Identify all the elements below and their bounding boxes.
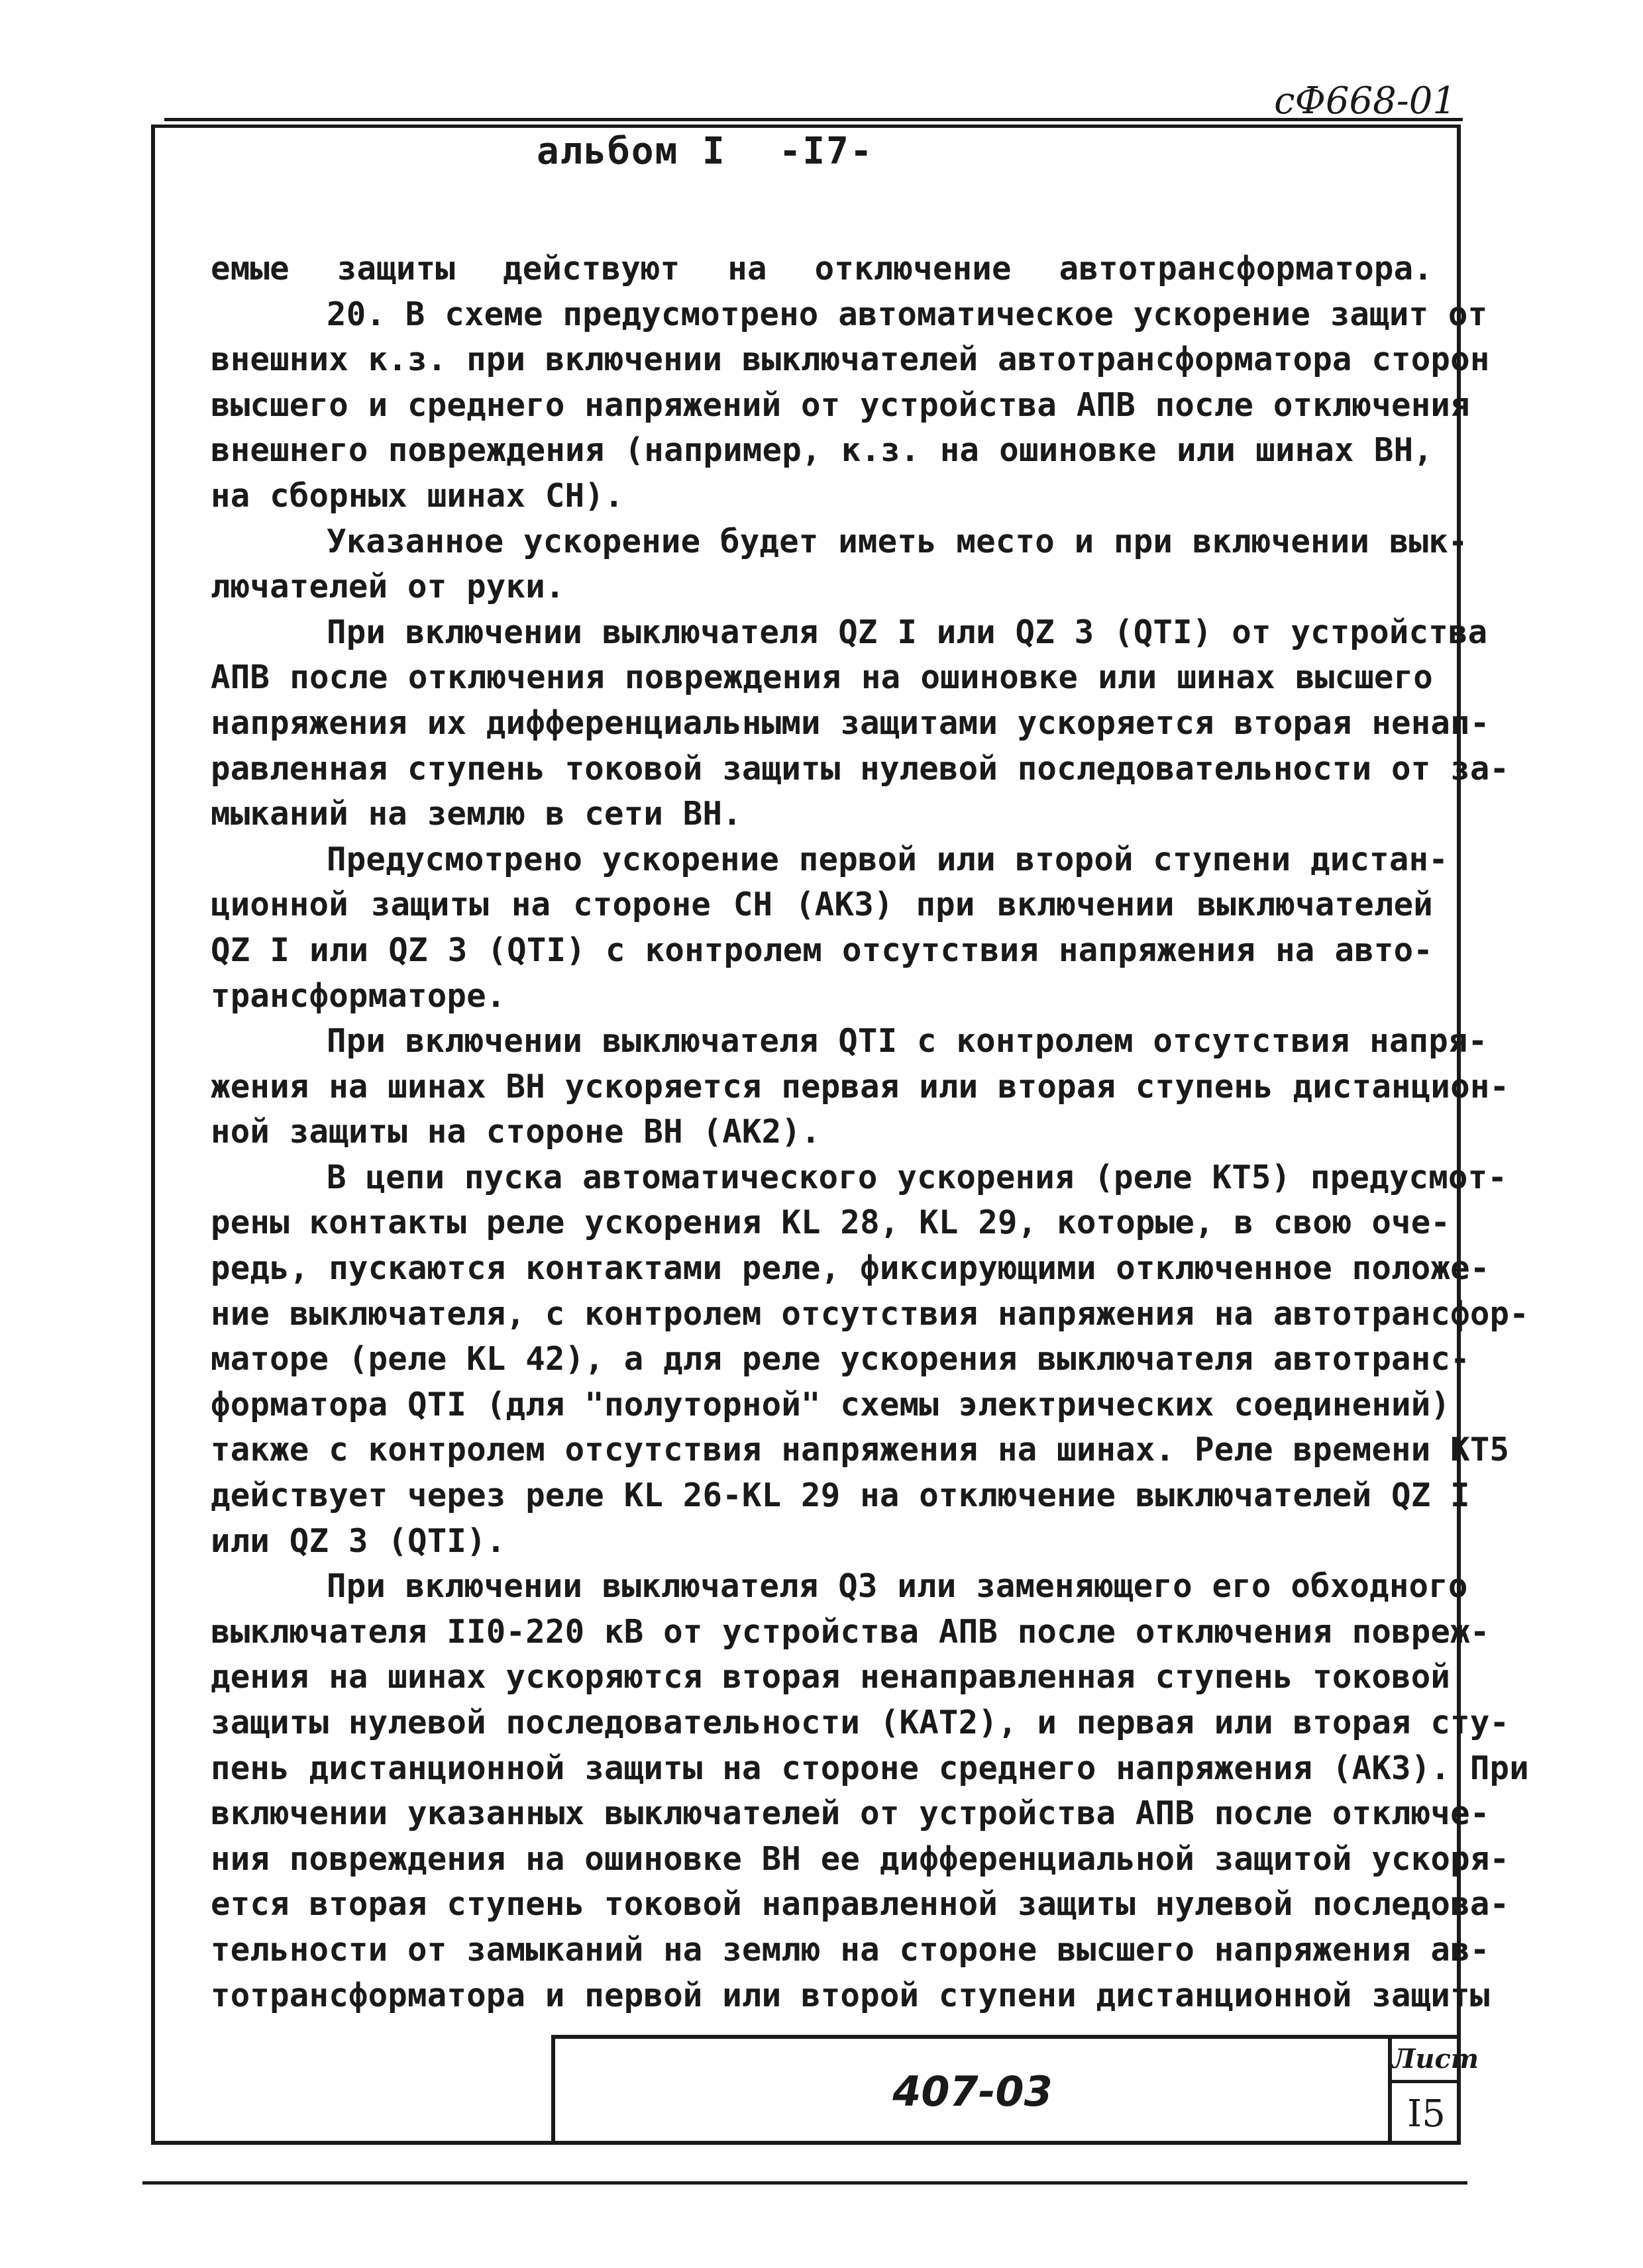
text-line: трансформаторе. bbox=[211, 976, 506, 1015]
text-line: внешнего повреждения (например, к.з. на ошиновке или шинах ВН, bbox=[211, 431, 1433, 470]
text-line: напряжения их дифференциальными защитами ускоряется вторая ненап- bbox=[211, 703, 1490, 742]
sheet-number: I5 bbox=[1407, 2092, 1446, 2136]
text-line: тотрансформатора и первой или второй ступени дистанционной защиты bbox=[211, 1976, 1490, 2014]
text-line: маторе (реле KL 42), а для реле ускорения выключателя автотранс- bbox=[211, 1340, 1470, 1378]
text-line: При включении выключателя QZ I или QZ 3 (QTI) от устройства bbox=[327, 613, 1488, 651]
album-header bbox=[537, 130, 874, 173]
text-line: Предусмотрено ускорение первой или второй ступени дистан- bbox=[327, 840, 1448, 878]
text-line: также с контролем отсутствия напряжения на шинах. Реле времени КТ5 bbox=[211, 1431, 1510, 1469]
text-line: 20. В схеме предусмотрено автоматическое ускорение защит от bbox=[327, 295, 1488, 333]
text-line: тельности от замыканий на землю на стороне высшего напряжения ав- bbox=[211, 1930, 1490, 1969]
text-line: АПВ после отключения повреждения на ошиновке или шинах высшего bbox=[211, 658, 1433, 697]
album-label: альбом I bbox=[537, 130, 726, 173]
top-rule bbox=[164, 118, 1463, 121]
text-line: на сборных шинах СН). bbox=[211, 476, 624, 515]
text-line: емые защиты действуют на отключение автотрансформатора. bbox=[211, 250, 1433, 287]
text-line: выключателя II0-220 кВ от устройства АПВ после отключения повреж- bbox=[211, 1612, 1490, 1651]
text-line: включении указанных выключателей от устройства АПВ после отключе- bbox=[211, 1794, 1490, 1833]
page-number: -I7- bbox=[778, 130, 874, 173]
text-line: ционной защиты на стороне СН (АКЗ) при включении выключателей bbox=[211, 886, 1433, 924]
text-line: ется вторая ступень токовой направленной защиты нулевой последова- bbox=[211, 1885, 1510, 1924]
text-line: ние выключателя, с контролем отсутствия напряжения на автотрансфор- bbox=[211, 1294, 1529, 1333]
text-line: действует через реле KL 26-KL 29 на отключение выключателей QZ I bbox=[211, 1476, 1470, 1515]
text-line: В цепи пуска автоматического ускорения (реле КТ5) предусмот- bbox=[327, 1158, 1508, 1196]
text-line: лючателей от руки. bbox=[211, 568, 565, 606]
document-code: сФ668-01 bbox=[1274, 79, 1456, 123]
document-designation: 407-03 bbox=[892, 2067, 1053, 2116]
body-text bbox=[211, 246, 1529, 2018]
text-line: ной защиты на стороне ВН (АК2). bbox=[211, 1113, 821, 1151]
bottom-rule bbox=[142, 2181, 1467, 2185]
text-line: Указанное ускорение будет иметь место и при включении вык- bbox=[327, 522, 1468, 560]
text-line: QZ I или QZ 3 (QTI) с контролем отсутствия напряжения на авто- bbox=[211, 931, 1433, 969]
text-line: высшего и среднего напряжений от устройства АПВ после отключения bbox=[211, 386, 1470, 424]
text-line: форматора QTI (для "полуторной" схемы электрических соединений) bbox=[211, 1385, 1451, 1423]
text-line: мыканий на землю в сети ВН. bbox=[211, 795, 742, 833]
text-line: редь, пускаются контактами реле, фиксирующими отключенное положе- bbox=[211, 1249, 1490, 1288]
text-line: жения на шинах ВН ускоряется первая или вторая ступень дистанцион- bbox=[211, 1067, 1510, 1106]
title-block bbox=[551, 2035, 1479, 2145]
text-line: равленная ступень токовой защиты нулевой последовательности от за- bbox=[211, 749, 1510, 788]
text-line: дения на шинах ускоряются вторая ненаправленная ступень токовой bbox=[211, 1658, 1451, 1696]
text-line: или QZ 3 (QTI). bbox=[211, 1521, 506, 1560]
text-line: внешних к.з. при включении выключателей автотрансформатора сторон bbox=[211, 340, 1490, 379]
text-line: При включении выключателя QTI с контролем отсутствия напря- bbox=[327, 1022, 1488, 1060]
sheet-cell bbox=[1388, 2039, 1479, 2145]
text-line: рены контакты реле ускорения KL 28, KL 29, которые, в свою оче- bbox=[211, 1204, 1451, 1242]
sheet-label: Лист bbox=[1392, 2039, 1461, 2083]
text-line: пень дистанционной защиты на стороне среднего напряжения (АКЗ). При bbox=[211, 1749, 1529, 1787]
text-line: защиты нулевой последовательности (КАТ2), и первая или вторая сту- bbox=[211, 1704, 1510, 1741]
text-line: При включении выключателя Q3 или заменяющего его обходного bbox=[327, 1567, 1468, 1606]
text-line: ния повреждения на ошиновке ВН ее дифференциальной защитой ускоря- bbox=[211, 1839, 1510, 1878]
